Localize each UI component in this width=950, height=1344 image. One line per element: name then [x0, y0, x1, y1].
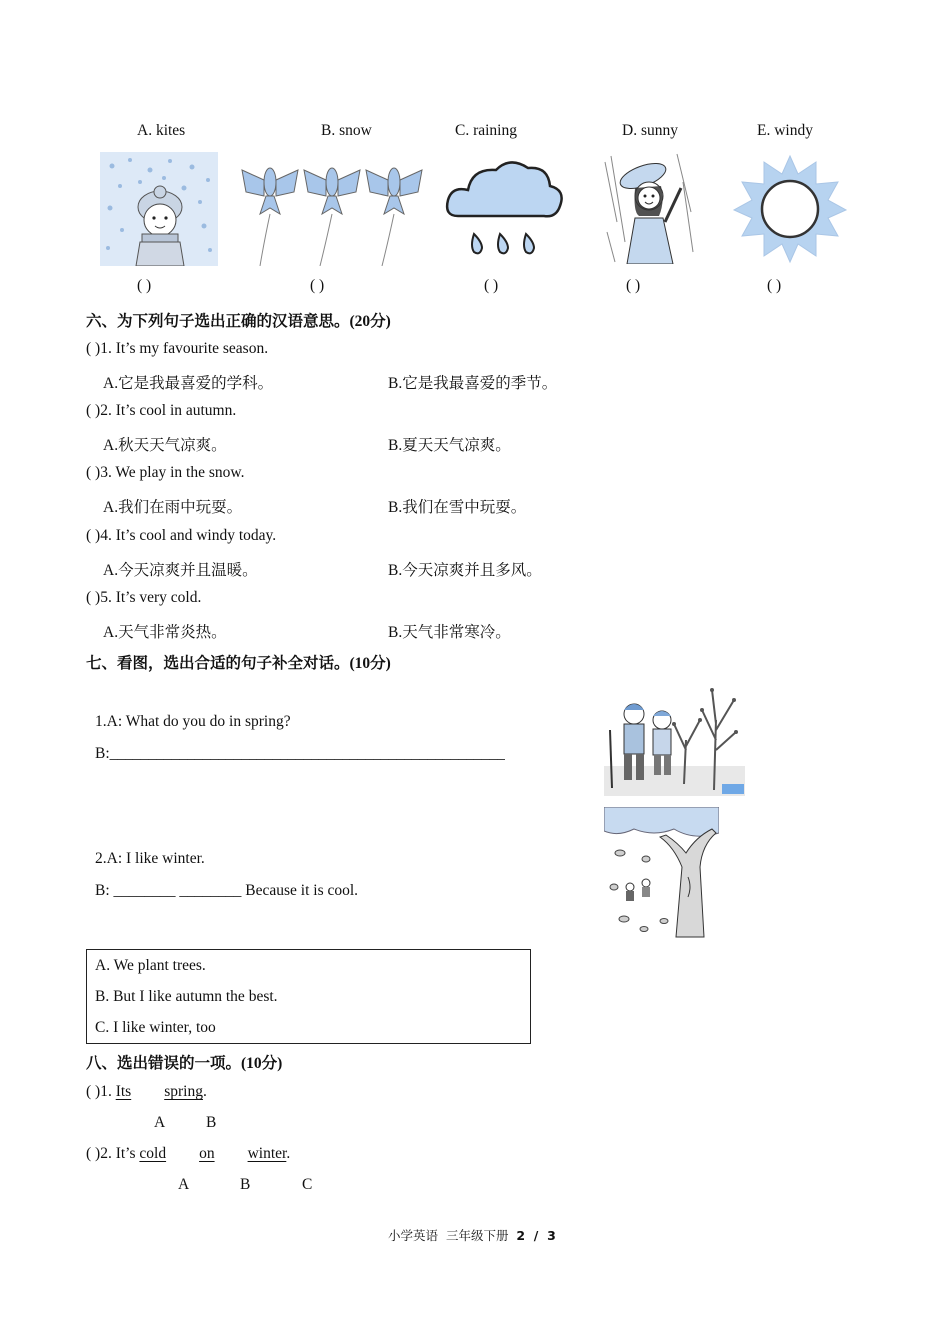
q6-3-option-b[interactable]: B.我们在雪中玩耍。 [388, 499, 527, 516]
q6-5-option-b[interactable]: B.天气非常寒冷。 [388, 624, 511, 641]
autumn-tree-picture [604, 807, 719, 939]
option-d-label: D. sunny [622, 122, 678, 139]
option-b-label: B. snow [321, 122, 372, 139]
section6-heading: 六、为下列句子选出正确的汉语意思。(20分) [86, 313, 391, 330]
q6-2-option-b[interactable]: B.夏天天气凉爽。 [388, 437, 511, 454]
q6-5-option-a[interactable]: A.天气非常炎热。 [103, 624, 227, 641]
rain-cloud-picture [444, 152, 566, 264]
q8-2-word-c[interactable]: winter [247, 1145, 287, 1162]
q6-2-stem: ( )2. It’s cool in autumn. [86, 402, 237, 419]
answer-blank-3[interactable]: ( ) [484, 277, 499, 294]
page-footer [388, 1226, 556, 1244]
option-a-label: A. kites [137, 122, 186, 139]
q6-2-option-a[interactable]: A.秋天天气凉爽。 [103, 437, 227, 454]
snowing-child-picture [100, 152, 218, 266]
q6-4-option-a[interactable]: A.今天凉爽并且温暖。 [103, 562, 258, 579]
section7-heading: 七、看图，选出合适的句子补全对话。(10分) [86, 655, 391, 672]
q8-1-letter-b: B [206, 1114, 217, 1131]
q6-1-stem: ( )1. It’s my favourite season. [86, 340, 269, 357]
kites-picture [240, 152, 424, 266]
q6-3-option-a[interactable]: A.我们在雨中玩耍。 [103, 499, 243, 516]
answer-blank-2[interactable]: ( ) [310, 277, 325, 294]
q8-1-word-b[interactable]: spring [164, 1083, 203, 1100]
q8-2-letter-c: C [302, 1176, 313, 1193]
q8-1-prefix: ( )1. [86, 1083, 116, 1100]
footer-text: 小学英语 三年级下册 [388, 1228, 517, 1243]
choice-b[interactable]: B. But I like autumn the best. [95, 988, 278, 1005]
page-number: 2 / 3 [516, 1228, 556, 1243]
q6-4-stem: ( )4. It’s cool and windy today. [86, 527, 277, 544]
dialogue2-question: 2.A: I like winter. [95, 850, 205, 867]
dialogue2-answer-line[interactable]: B: ________ ________ Because it is cool. [95, 882, 359, 899]
planting-trees-picture [604, 680, 745, 796]
q8-2-prefix: ( )2. It’s [86, 1145, 140, 1162]
q8-2-word-a[interactable]: cold [139, 1145, 167, 1162]
q6-4-option-b[interactable]: B.今天凉爽并且多风。 [388, 562, 542, 579]
q8-2-word-b[interactable]: on [199, 1145, 215, 1162]
windy-girl-picture [603, 152, 695, 264]
choice-a[interactable]: A. We plant trees. [95, 957, 206, 974]
q8-2-end: . [286, 1145, 291, 1162]
q6-1-option-a[interactable]: A.它是我最喜爱的学科。 [103, 375, 274, 392]
choice-c[interactable]: C. I like winter, too [95, 1019, 216, 1036]
q6-1-option-b[interactable]: B.它是我最喜爱的季节。 [388, 375, 558, 392]
answer-blank-5[interactable]: ( ) [767, 277, 782, 294]
q8-1-sentence [86, 1083, 207, 1101]
q6-3-stem: ( )3. We play in the snow. [86, 464, 245, 481]
option-e-label: E. windy [757, 122, 813, 139]
q8-2-letter-b: B [240, 1176, 251, 1193]
q8-1-letter-a: A [154, 1114, 166, 1131]
q8-1-end: . [202, 1083, 207, 1100]
answer-blank-1[interactable]: ( ) [137, 277, 152, 294]
dialogue1-answer-line[interactable]: B:___________________________________________________ [95, 745, 505, 762]
answer-blank-4[interactable]: ( ) [626, 277, 641, 294]
q8-1-word-a[interactable]: Its [115, 1083, 132, 1100]
q8-2-sentence [86, 1145, 290, 1163]
dialogue1-question: 1.A: What do you do in spring? [95, 713, 291, 730]
q6-5-stem: ( )5. It’s very cold. [86, 589, 202, 606]
sun-picture [732, 152, 848, 264]
q8-2-letter-a: A [178, 1176, 190, 1193]
section8-heading: 八、选出错误的一项。(10分) [86, 1055, 283, 1072]
option-c-label: C. raining [455, 122, 517, 139]
